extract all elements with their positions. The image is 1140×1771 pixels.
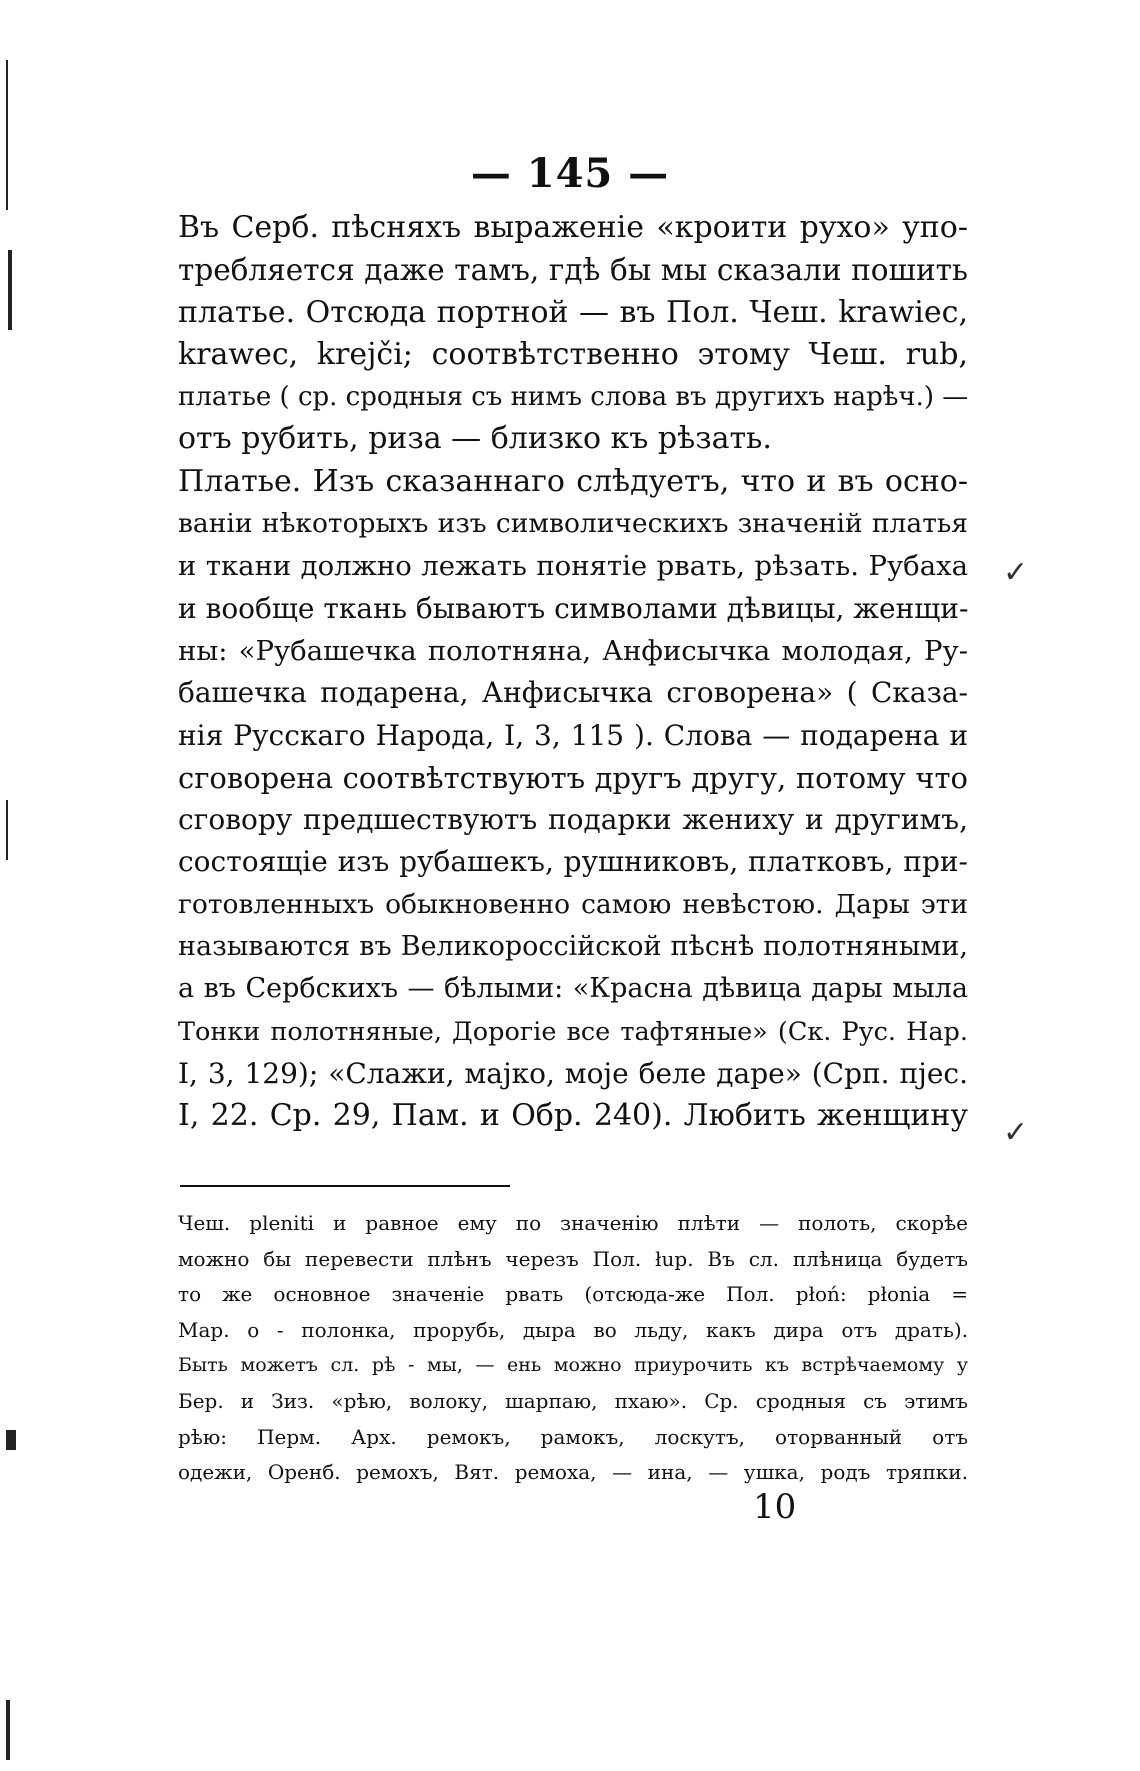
text-line: готовленныхъ обыкновенно самою невѣстою. Дары эти xyxy=(178,888,968,920)
main-text xyxy=(178,207,968,1138)
text-line: ваніи нѣкоторыхъ изъ символическихъ значеній платья xyxy=(178,508,968,540)
footnote-line: Быть можетъ сл. рѣ - мы, — ень можно приурочить къ встрѣчаемому у xyxy=(178,1354,968,1377)
scan-edge-mark xyxy=(6,800,8,860)
text-line: Тонки полотняные, Дорогіе все тафтяные» (Ск. Рус. Нар. xyxy=(178,1016,968,1047)
text-line: состоящіе изъ рубашекъ, рушниковъ, платковъ, при- xyxy=(178,845,968,879)
text-line: Платье. Изъ сказаннаго слѣдуетъ, что и въ осно- xyxy=(178,463,968,499)
footnote-divider xyxy=(180,1185,510,1187)
text-line: нія Русскаго Народа, I, 3, 115 ). Слова — подарена и xyxy=(178,718,968,752)
page-number: — 145 — xyxy=(470,150,670,197)
text-line: башечка подарена, Анфисычка сговорена» ( Сказа- xyxy=(178,676,968,710)
text-line: сговору предшествуютъ подарки жениху и другимъ, xyxy=(178,803,968,837)
text-line: I, 3, 129); «Слажи, мајко, моје беле даре» (Срп. пјес. xyxy=(178,1056,968,1090)
text-line: ны: «Рубашечка полотняна, Анфисычка молодая, Ру- xyxy=(178,634,968,667)
scan-edge-mark xyxy=(6,60,8,210)
footnote xyxy=(178,1206,968,1491)
footnote-line: рѣю: Перм. Арх. ремокъ, рамокъ, лоскутъ, оторванный отъ xyxy=(178,1424,968,1449)
text-line: I, 22. Ср. 29, Пам. и Обр. 240). Любить женщину xyxy=(178,1098,968,1134)
footnote-line: Чеш. pleniti и равное ему по значенію плѣти — полоть, скорѣе xyxy=(178,1211,968,1235)
footnote-line: Бер. и Зиз. «рѣю, волоку, шарпаю, пхаю». Ср. сродныя съ этимъ xyxy=(178,1388,968,1413)
text-line: и ткани должно лежать понятіе рвать, рѣзать. Рубаха xyxy=(178,550,968,583)
scan-edge-mark xyxy=(6,1700,10,1760)
text-line: и вообще ткань бываютъ символами дѣвицы, женщи- xyxy=(178,591,969,625)
text-line: а въ Сербскихъ — бѣлыми: «Красна дѣвица дары мыла xyxy=(178,973,968,1005)
text-line: отъ рубить, риза — близко къ рѣзать. xyxy=(178,421,772,457)
text-line: называются въ Великороссійской пѣснѣ полотняными, xyxy=(178,931,968,963)
margin-check-mark-icon: ✓ xyxy=(1003,555,1029,590)
footnote-line: Мар. о - полонка, прорубь, дыра во льду, какъ дира отъ драть). xyxy=(178,1317,968,1342)
text-line: требляется даже тамъ, гдѣ бы мы сказали пошить xyxy=(178,253,968,288)
footnote-line: можно бы перевести плѣнъ черезъ Пол. łup. Въ сл. плѣница будетъ xyxy=(178,1246,968,1271)
footnote-line: одежи, Оренб. ремохъ, Вят. ремоха, — ина, — ушка, родъ тряпки. xyxy=(178,1460,968,1485)
footnote-line: то же основное значеніе рвать (отсюда-же Пол. płoń: płonia = xyxy=(178,1282,968,1307)
text-line: Въ Серб. пѣсняхъ выраженіе «кроити рухо» упо- xyxy=(178,210,968,245)
signature-mark: 10 xyxy=(753,1487,797,1527)
text-line: платье ( ср. сродныя съ нимъ слова въ другихъ нарѣч.) — xyxy=(178,382,969,413)
scan-edge-mark xyxy=(8,250,12,330)
text-line: krawec, krejči; соотвѣтственно этому Чеш. rub, xyxy=(178,336,968,372)
margin-check-mark-icon: ✓ xyxy=(1003,1115,1029,1150)
scan-edge-mark xyxy=(6,1430,16,1450)
text-line: сговорена соотвѣтствуютъ другъ другу, потому что xyxy=(178,760,968,795)
text-line: платье. Отсюда портной — въ Пол. Чеш. krawiec, xyxy=(178,294,968,330)
